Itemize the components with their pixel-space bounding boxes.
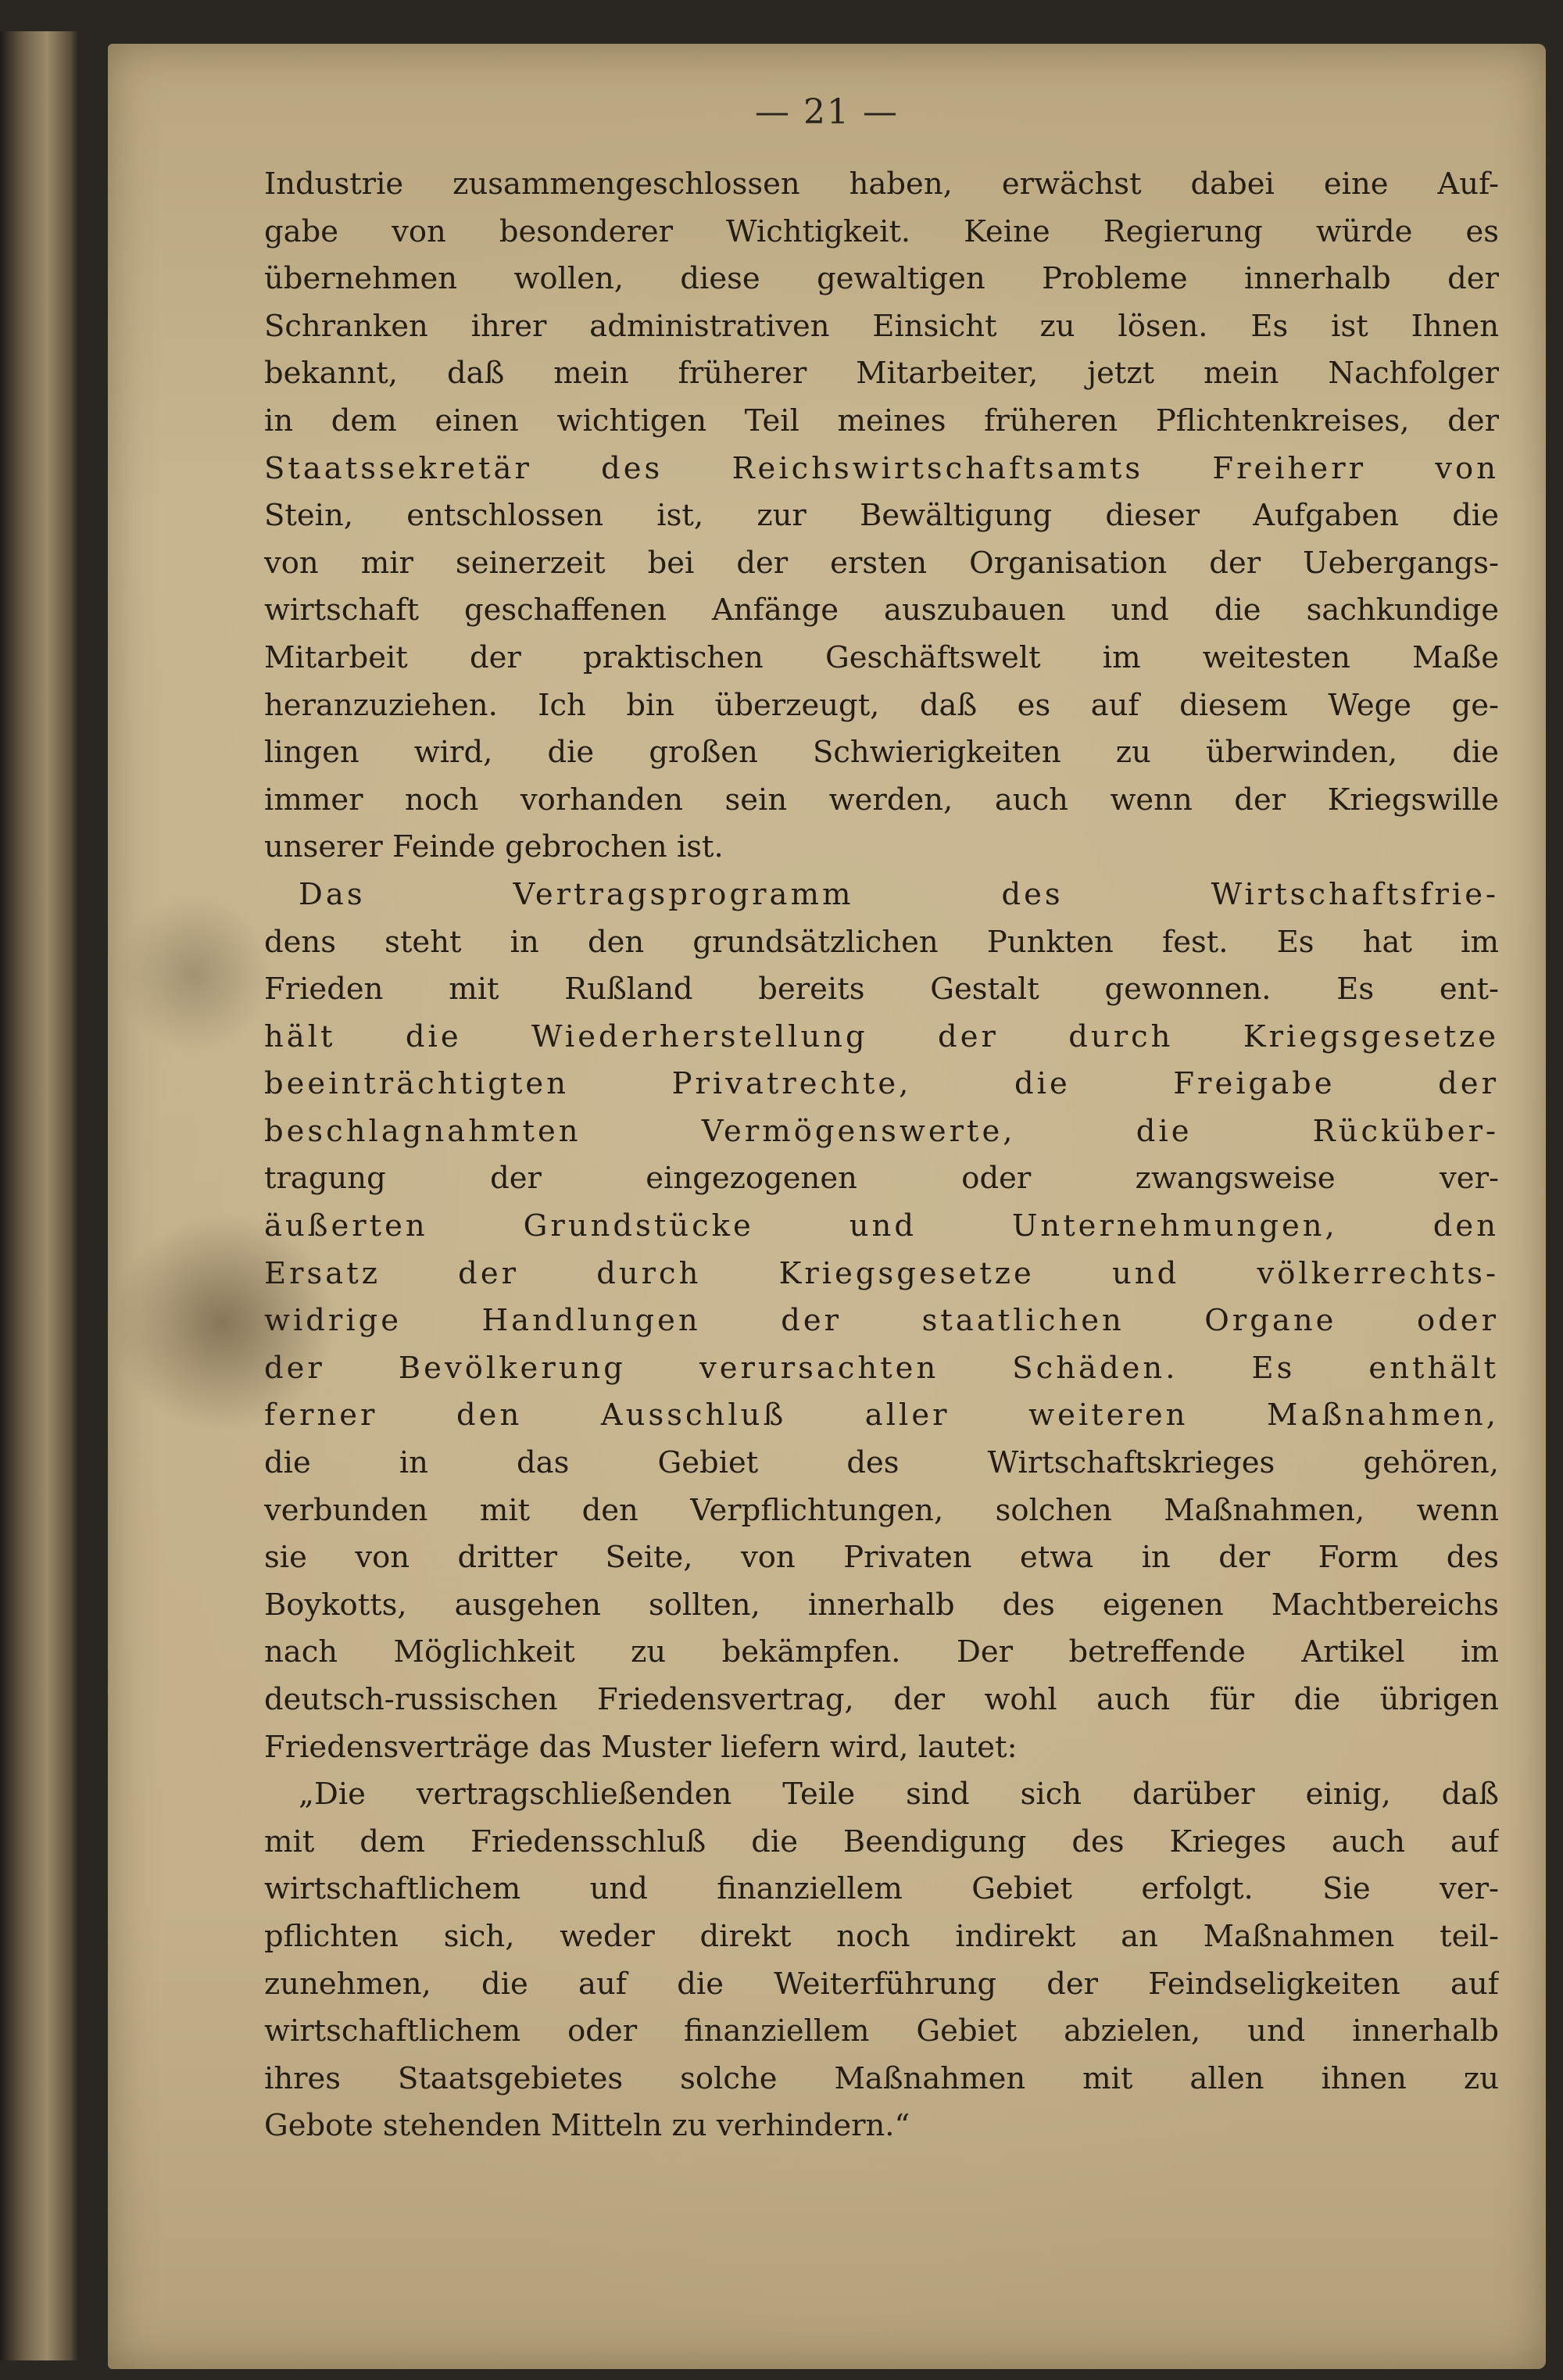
text-line: mit dem Friedensschluß die Beendigung des Krieges auch auf	[264, 1823, 1499, 1859]
text-line: dens steht in den grundsätzlichen Punkten fest. Es hat im	[264, 924, 1499, 960]
text-line: deutsch-russischen Friedensvertrag, der wohl auch für die übrigen	[264, 1682, 1499, 1717]
text-line: Frieden mit Rußland bereits Gestalt gewonnen. Es ent-	[264, 972, 1499, 1007]
text-line: übernehmen wollen, diese gewaltigen Probleme innerhalb der	[264, 261, 1499, 297]
text-line: Gebote stehenden Mitteln zu verhindern.“	[264, 2108, 910, 2144]
text-line: nach Möglichkeit zu bekämpfen. Der betreffende Artikel im	[264, 1634, 1499, 1670]
adjacent-page-edge	[0, 31, 78, 2360]
text-line: zunehmen, die auf die Weiterführung der Feindseligkeiten auf	[264, 1966, 1499, 2002]
text-line: Industrie zusammengeschlossen haben, erwächst dabei eine Auf-	[264, 166, 1499, 202]
text-line: lingen wird, die großen Schwierigkeiten zu überwinden, die	[264, 735, 1499, 771]
text-line: die in das Gebiet des Wirtschaftskrieges gehören,	[264, 1445, 1499, 1481]
text-line: immer noch vorhanden sein werden, auch wenn der Kriegswille	[264, 782, 1499, 818]
text-line: Boykotts, ausgehen sollten, innerhalb des eigenen Machtbereichs	[264, 1587, 1499, 1623]
text-line: hält die Wiederherstellung der durch Kriegsgesetze	[264, 1018, 1499, 1054]
text-line: sie von dritter Seite, von Privaten etwa in der Form des	[264, 1540, 1499, 1576]
text-line: „Die vertragschließenden Teile sind sich darüber einig, daß	[299, 1777, 1499, 1813]
text-line: äußerten Grundstücke und Unternehmungen, den	[264, 1208, 1499, 1244]
text-line: tragung der eingezogenen oder zwangsweise ver-	[264, 1161, 1499, 1197]
text-line: ferner den Ausschluß aller weiteren Maßnahmen,	[264, 1398, 1499, 1433]
text-line: pflichten sich, weder direkt noch indirekt an Maßnahmen teil-	[264, 1918, 1499, 1954]
text-line: Staatssekretär des Reichswirtschaftsamts Freiherr von	[264, 450, 1499, 486]
book-page	[108, 44, 1546, 2369]
text-line: von mir seinerzeit bei der ersten Organisation der Uebergangs-	[264, 545, 1499, 581]
text-line: Stein, entschlossen ist, zur Bewältigung dieser Aufgaben die	[264, 498, 1499, 534]
text-line: in dem einen wichtigen Teil meines früheren Pflichtenkreises, der	[264, 403, 1499, 438]
text-line: beeinträchtigten Privatrechte, die Freigabe der	[264, 1066, 1499, 1102]
text-line: unserer Feinde gebrochen ist.	[264, 829, 724, 865]
text-line: Das Vertragsprogramm des Wirtschaftsfrie-	[299, 876, 1499, 912]
text-line: bekannt, daß mein früherer Mitarbeiter, jetzt mein Nachfolger	[264, 356, 1499, 392]
text-line: wirtschaftlichem oder finanziellem Gebiet abzielen, und innerhalb	[264, 2013, 1499, 2049]
page-body	[264, 161, 1499, 2150]
text-line: widrige Handlungen der staatlichen Organe oder	[264, 1303, 1499, 1339]
text-line: heranzuziehen. Ich bin überzeugt, daß es auf diesem Wege ge-	[264, 687, 1499, 723]
paragraph-1	[264, 161, 1499, 871]
text-line: Ersatz der durch Kriegsgesetze und völkerrechts-	[264, 1255, 1499, 1291]
text-line: beschlagnahmten Vermögenswerte, die Rücküber-	[264, 1113, 1499, 1149]
text-line: Mitarbeit der praktischen Geschäftswelt im weitesten Maße	[264, 639, 1499, 675]
text-line: ihres Staatsgebietes solche Maßnahmen mit allen ihnen zu	[264, 2060, 1499, 2096]
paragraph-2	[264, 871, 1499, 1771]
text-line: Friedensverträge das Muster liefern wird, lautet:	[264, 1729, 1018, 1765]
text-line: wirtschaft geschaffenen Anfänge auszubauen und die sachkundige	[264, 592, 1499, 628]
text-line: der Bevölkerung verursachten Schäden. Es enthält	[264, 1350, 1499, 1386]
text-line: verbunden mit den Verpflichtungen, solchen Maßnahmen, wenn	[264, 1492, 1499, 1528]
text-line: Schranken ihrer administrativen Einsicht zu lösen. Es ist Ihnen	[264, 308, 1499, 344]
page-number: — 21 —	[755, 92, 899, 132]
text-line: gabe von besonderer Wichtigkeit. Keine Regierung würde es	[264, 213, 1499, 249]
quoted-article	[264, 1771, 1499, 2150]
text-line: wirtschaftlichem und finanziellem Gebiet erfolgt. Sie ver-	[264, 1871, 1499, 1907]
